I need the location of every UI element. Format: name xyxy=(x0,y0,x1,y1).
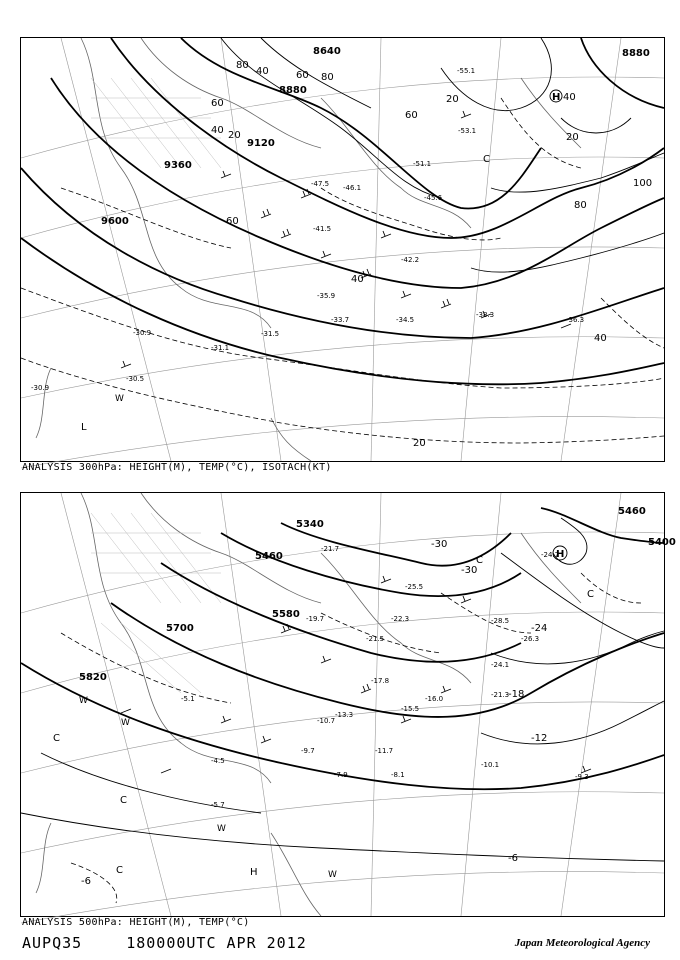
temp-label: -21.7 xyxy=(321,545,340,553)
high-pressure-marker: H xyxy=(250,867,258,878)
isotach-label: 80 xyxy=(321,72,334,83)
caption-300hpa: ANALYSIS 300hPa: HEIGHT(M), TEMP(°C), ISOTACH(KT) xyxy=(22,462,332,473)
high-pressure-marker: H xyxy=(556,549,565,560)
contour-label: 8640 xyxy=(313,46,341,57)
temp-label: -42.2 xyxy=(401,256,420,264)
temp-label: -9.7 xyxy=(301,747,315,755)
low-pressure-marker: L xyxy=(81,422,87,433)
warm-marker: W xyxy=(328,870,337,880)
coastlines xyxy=(36,493,581,916)
contour-label: 8880 xyxy=(622,48,650,59)
temp-label: -30.9 xyxy=(133,329,152,337)
temp-label: -47.5 xyxy=(311,180,330,188)
cold-marker: C xyxy=(120,795,127,806)
temp-label: -15.5 xyxy=(401,705,420,713)
contour-label: 5580 xyxy=(272,609,300,620)
cold-marker: C xyxy=(587,589,594,600)
temp-label: -21.3 xyxy=(491,691,510,699)
contour-label: 8880 xyxy=(279,85,307,96)
contour-label: 9600 xyxy=(101,216,129,227)
isotach-label: 60 xyxy=(226,216,239,227)
isotherms-500 xyxy=(21,518,664,861)
isotach-label: 20 xyxy=(566,132,579,143)
temp-label: -36.3 xyxy=(566,316,585,324)
product-code: AUPQ35 xyxy=(22,934,83,952)
temp-label: -31.1 xyxy=(211,344,230,352)
temp-label: -8.1 xyxy=(391,771,405,779)
high-pressure-marker: H xyxy=(552,92,561,103)
temp-label: -24.7 xyxy=(541,551,560,559)
map-500hpa-svg xyxy=(21,493,676,916)
hatch-area xyxy=(91,513,221,693)
temp-label: -51.1 xyxy=(413,160,432,168)
temp-label: -41.5 xyxy=(313,225,332,233)
isotach-label: 60 xyxy=(211,98,224,109)
isotherm-label: -30 xyxy=(461,565,478,576)
isotach-label: 60 xyxy=(405,110,418,121)
temp-label: -19.7 xyxy=(306,615,325,623)
temp-label: -31.5 xyxy=(261,330,280,338)
temp-label: -9.3 xyxy=(575,773,589,781)
contour-label: 5460 xyxy=(618,506,646,517)
contour-label: 9360 xyxy=(164,160,192,171)
isotach-label: 20 xyxy=(446,94,459,105)
isotherm-label: -12 xyxy=(531,733,548,744)
isotach-label: 40 xyxy=(211,125,224,136)
wind-barbs xyxy=(121,111,571,368)
isotach-label: 80 xyxy=(574,200,587,211)
temp-label: -34.5 xyxy=(396,316,415,324)
temp-label: -46.1 xyxy=(343,184,362,192)
isotach-label: 60 xyxy=(296,70,309,81)
cold-marker: C xyxy=(483,154,490,165)
warm-marker: W xyxy=(217,824,226,834)
isotach-label: 40 xyxy=(594,333,607,344)
isotherm-label: -6 xyxy=(508,853,518,864)
isotach-label: 80 xyxy=(236,60,249,71)
temp-label: -13.3 xyxy=(335,711,354,719)
contour-label: 5460 xyxy=(255,551,283,562)
temp-label: -21.5 xyxy=(366,635,385,643)
temp-label: -45.6 xyxy=(424,194,443,202)
temp-label: -10.1 xyxy=(481,761,500,769)
temp-label: -5.7 xyxy=(211,801,225,809)
temp-label: -11.7 xyxy=(375,747,394,755)
temp-label: -16.0 xyxy=(425,695,444,703)
footer-code xyxy=(22,934,307,952)
temp-label: -38.3 xyxy=(476,311,495,319)
temp-label: -30.5 xyxy=(126,375,145,383)
cold-marker: C xyxy=(53,733,60,744)
temp-label: -28.5 xyxy=(491,617,510,625)
temp-labels xyxy=(181,545,589,809)
temp-label: -53.1 xyxy=(458,127,477,135)
temp-label: -30.9 xyxy=(31,384,50,392)
warm-marker: W xyxy=(121,718,130,728)
caption-500hpa: ANALYSIS 500hPa: HEIGHT(M), TEMP(°C) xyxy=(22,917,250,928)
isotach-label: 40 xyxy=(351,274,364,285)
temp-label: -25.5 xyxy=(405,583,424,591)
map-panel-500hpa xyxy=(20,492,676,917)
contour-label: 5400 xyxy=(648,537,676,548)
isotach-labels xyxy=(211,60,652,449)
contour-label: 5340 xyxy=(296,519,324,530)
isotherm-label: -6 xyxy=(81,876,91,887)
isotach-label: 100 xyxy=(633,178,653,189)
timestamp: 180000UTC APR 2012 xyxy=(126,934,307,952)
cold-marker: C xyxy=(116,865,123,876)
warm-marker: W xyxy=(79,696,88,706)
temp-label: -17.8 xyxy=(371,677,390,685)
temp-label: -35.9 xyxy=(317,292,336,300)
temp-label: -22.3 xyxy=(391,615,410,623)
isotherm-label: -30 xyxy=(431,539,448,550)
isotach-label: 40 xyxy=(256,66,269,77)
temp-label: -55.1 xyxy=(457,67,476,75)
temp-label: -26.3 xyxy=(521,635,540,643)
temp-label: -5.1 xyxy=(181,695,195,703)
isotherm-label: -24 xyxy=(531,623,548,634)
cold-marker: C xyxy=(476,555,483,566)
temp-label: -10.7 xyxy=(317,717,336,725)
temp-label: -33.7 xyxy=(331,316,350,324)
isotherms-dashed xyxy=(61,573,641,903)
temp-label: -7.9 xyxy=(334,771,348,779)
agency-name: Japan Meteorological Agency xyxy=(514,937,650,949)
temp-labels xyxy=(31,67,584,392)
height-contours xyxy=(21,38,664,384)
map-panel-300hpa xyxy=(20,37,665,462)
wind-barbs xyxy=(121,576,591,773)
isotach-label: 20 xyxy=(413,438,426,449)
height-contours xyxy=(21,508,664,789)
contour-label: 5820 xyxy=(79,672,107,683)
temp-label: -4.5 xyxy=(211,757,225,765)
isotherm-label: -18 xyxy=(508,689,525,700)
isotach-label: 20 xyxy=(228,130,241,141)
contour-label: 9120 xyxy=(247,138,275,149)
map-300hpa-svg xyxy=(21,38,664,461)
warm-marker: W xyxy=(115,394,124,404)
contour-label: 5700 xyxy=(166,623,194,634)
isotach-label: 40 xyxy=(563,92,576,103)
isotherms xyxy=(21,98,664,443)
temp-label: -24.1 xyxy=(491,661,510,669)
